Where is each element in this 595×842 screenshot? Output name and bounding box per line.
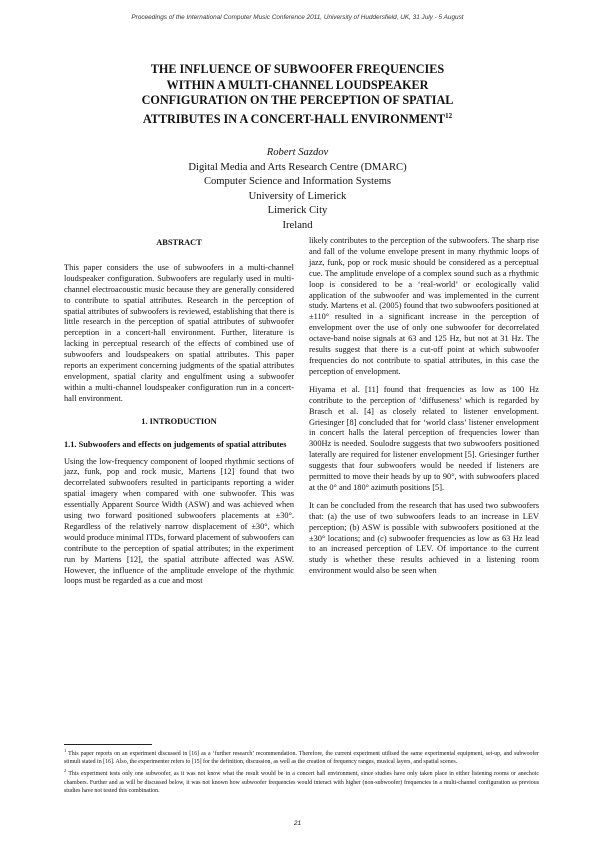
affiliation-line: University of Limerick xyxy=(248,190,347,202)
footnote-text: This paper reports on an experiment discussed in [16] as a ‘further research’ recommendation. Therefore, the current experiment utilised the same experimental equipment, set-up, and subwoofer stimuli stated in [16]. Also, the experimenter refers to [15] for the definition, discussion, as well as the creation of frequency ranges, musical layers, and spatial scenes. xyxy=(64,750,539,766)
footnotes xyxy=(64,747,539,796)
right-column xyxy=(309,236,539,584)
paper-title xyxy=(90,62,505,127)
title-line: THE INFLUENCE OF SUBWOOFER FREQUENCIES xyxy=(150,62,445,76)
footnote-mark: 2 xyxy=(64,768,67,774)
footnote xyxy=(64,747,539,766)
affiliation-line: Ireland xyxy=(282,219,313,231)
title-line xyxy=(90,109,505,128)
body-paragraph: likely contributes to the perception of the subwoofers. The sharp rise and fall of the volume envelope present in many rhythmic loops of jazz, funk, pop or rock music should be considered as a perceptual cue. The amplitude envelope of a complex sound such as a rhythmic loop is considered to be a ‘real-world’ or ecologically valid application of the subwoofer and was implemented in the current study. Martens et al. (2005) found that two subwoofers positioned at ±110° resulted in a significant increase in the perception of envelopment over the use of only one subwoofer for decorrelated octave-band noise signals at 63 and 125 Hz, but not at 31 Hz. The results suggest that there is a cut-off point at which subwoofer frequencies do not contribute to spatial attributes, in this case the perception of envelopment. xyxy=(309,236,539,376)
title-footnote-marks: 12 xyxy=(445,111,453,120)
footnote-mark: 1 xyxy=(64,748,67,753)
left-column xyxy=(64,238,294,594)
title-line: WITHIN A MULTI-CHANNEL LOUDSPEAKER xyxy=(166,77,429,92)
body-paragraph: Hiyama et al. [11] found that frequencies as low as 100 Hz contribute to the perception of ‘diffuseness’ which is regarded by Brasch et al. [4] as closely related to listener envelopment. Griesinger [8] concluded that for ‘world class’ listener envelopment in concert halls the lateral perception of frequencies lower than 300Hz is needed. Soulodre suggests that two subwoofers positioned laterally are required for listener envelopment [5]. Griesinger further suggests that four subwoofers would be needed if listeners are permitted to move their heads by up to 90°, with subwoofers placed at the 0° and 180° azimuth positions [5]. xyxy=(309,384,539,492)
body-paragraph: It can be concluded from the research that has used two subwoofers that: (a) the use of two subwoofers leads to an increase in LEV perception; (b) ASW is possible with subwoofers positioned at the ±30° locations; and (c) subwoofer frequencies as low as 63 Hz lead to an increased perception of LEV. Of importance to the current study is whether these results achieved in a listening room environment would also be seen when xyxy=(309,500,539,576)
running-header: Proceedings of the International Computer Music Conference 2011, University of Huddersfield, UK, 31 July - 5 August xyxy=(131,14,464,21)
title-line: CONFIGURATION ON THE PERCEPTION OF SPATIAL xyxy=(141,93,454,107)
footnote-divider xyxy=(64,744,152,745)
author-name: Robert Sazdov xyxy=(266,147,329,158)
footnote-text: This experiment tests only one subwoofer, as it was not know what the result would be in a concert hall environment, since studies have only taken place in either listening rooms or anechoic chambers. Further and as will be discussed below, it was not known how subwoofer frequencies would interact with higher (non-subwoofer) frequencies in a multi-channel configuration as previous studies have not tested this combination. xyxy=(64,771,539,794)
abstract-heading: ABSTRACT xyxy=(156,238,202,247)
introduction-heading: 1. INTRODUCTION xyxy=(141,416,217,426)
affiliation-line: Limerick City xyxy=(267,205,328,217)
affiliation-line: Computer Science and Information Systems xyxy=(203,176,392,188)
author-block xyxy=(100,146,495,234)
page-number: 21 xyxy=(293,820,302,827)
title-line-text: ATTRIBUTES IN A CONCERT-HALL ENVIRONMENT xyxy=(142,111,446,126)
abstract-text: This paper considers the use of subwoofers in a multi-channel loudspeaker configuration. Subwoofers are regularly used in multi-channel electroacoustic music because they are generally considered to contribute to spatial attributes. Research in the perception of spatial attributes of subwoofers is reviewed, establishing that there is little research in the perception of spatial attributes of subwoofer perception in a concert-hall environment. Further, literature is lacking in perceptual research of the effects of combined use of subwoofers and loudspeakers on spatial attributes. This paper reports an experiment concerning judgments of the spatial attributes envelopment, spatial clarity and engulfment using a subwoofer within a multi-channel loudspeaker configuration run in a concert-hall environment. xyxy=(64,262,294,403)
footnote xyxy=(64,767,539,795)
body-paragraph: Using the low-frequency component of looped rhythmic sections of jazz, funk, pop and rock music, Martens [12] found that two decorrelated subwoofers resulted in participants reporting a wider spatial imagery when compared with one subwoofer. This was essentially Apparent Source Width (ASW) and was achieved when using two forward positioned subwoofers placements at ±30°. Regardless of the relatively narrow displacement of ±30°, which would produce minimal ITDs, forward placement of subwoofers can contribute to the perception of spatial attributes; in the experiment run by Martens [12], the spatial attribute affected was ASW. However, the influence of the amplitude envelope of the rhythmic loops must be regarded as a cue and most xyxy=(64,456,294,586)
affiliation-line: Digital Media and Arts Research Centre (DMARC) xyxy=(188,161,407,173)
subsection-heading: 1.1. Subwoofers and effects on judgements of spatial attributes xyxy=(64,439,287,449)
